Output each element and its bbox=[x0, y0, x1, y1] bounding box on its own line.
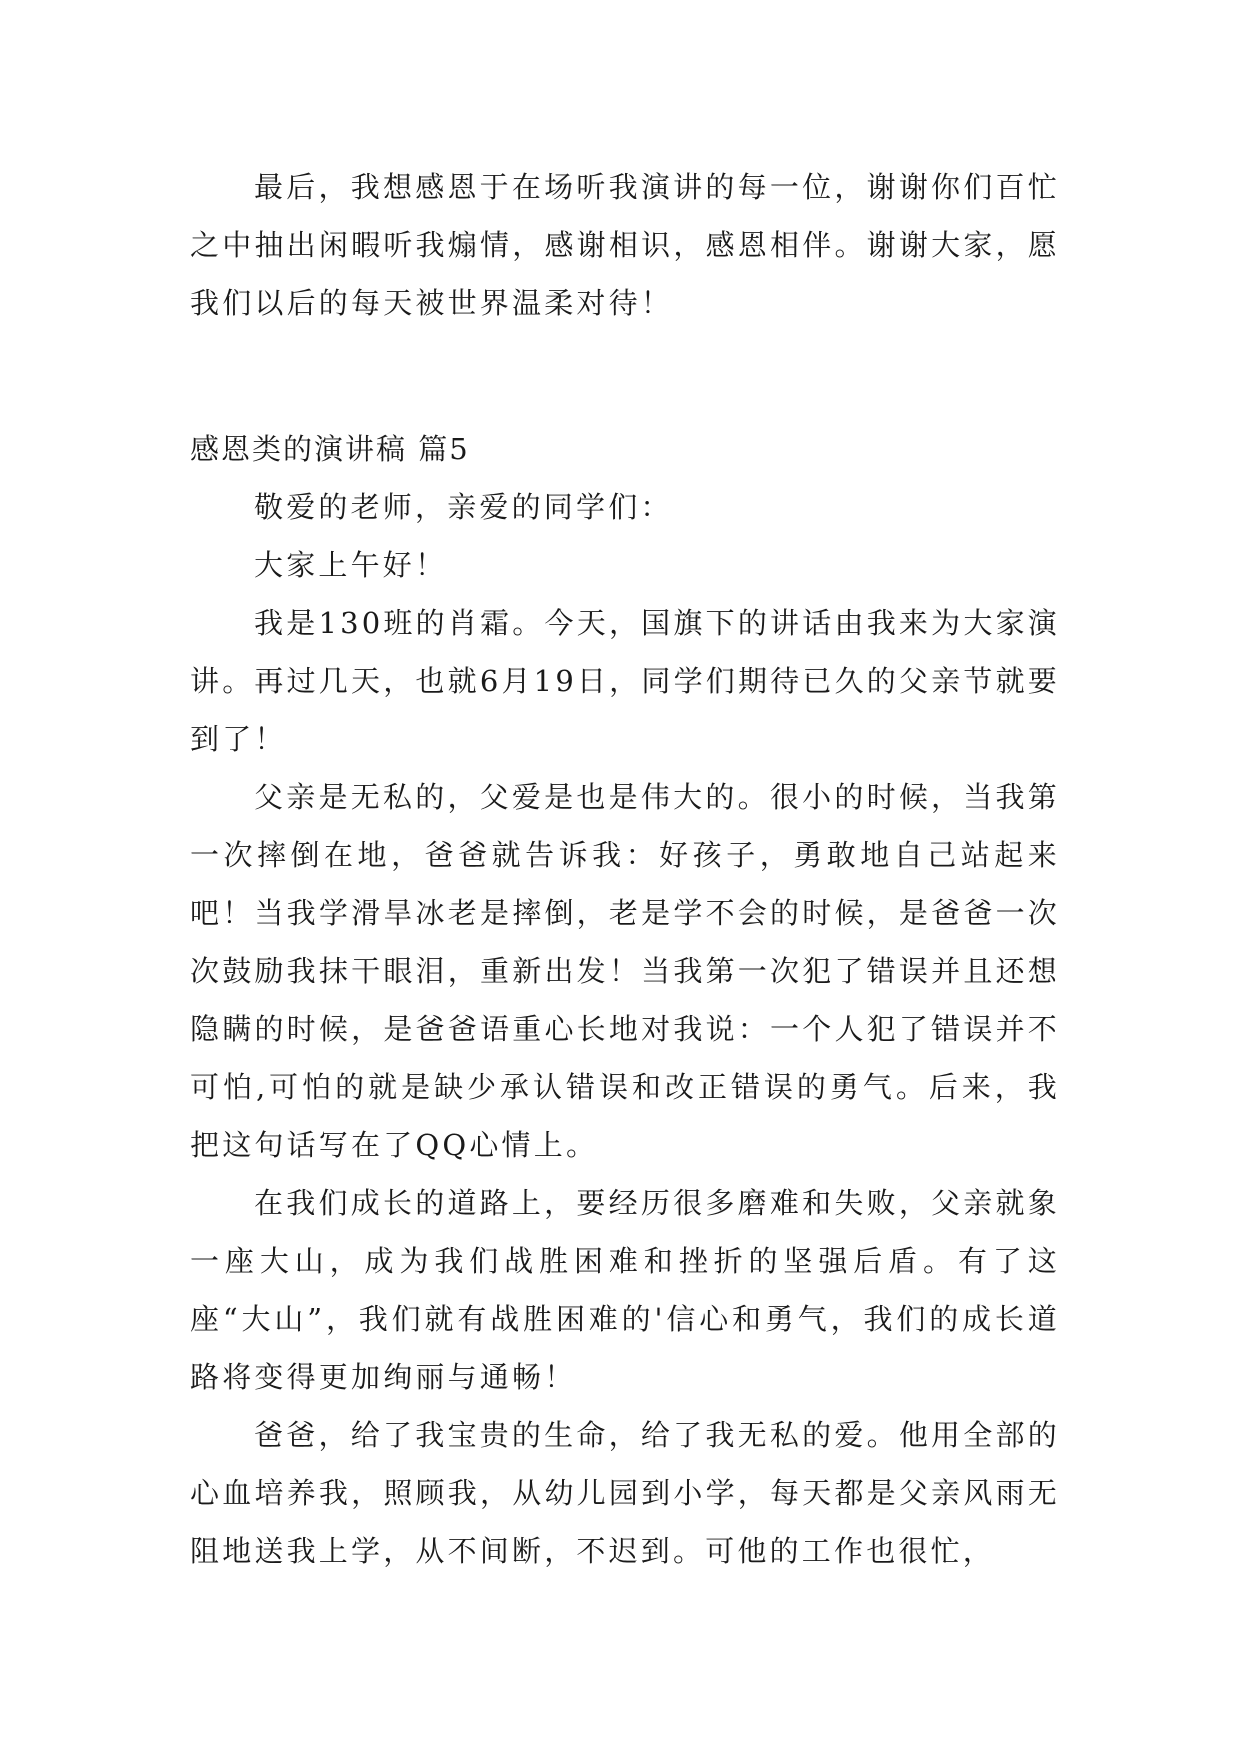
body-paragraph: 在我们成长的道路上，要经历很多磨难和失败，父亲就象一座大山，成为我们战胜困难和挫折的坚强后盾。有了这座“大山”，我们就有战胜困难的'信心和勇气，我们的成长道路将变得更加绚丽与通畅！ bbox=[190, 1186, 1060, 1394]
salutation-paragraph: 敬爱的老师，亲爱的同学们： bbox=[254, 490, 673, 524]
section-gap bbox=[190, 332, 1060, 420]
body-paragraph: 父亲是无私的，父爱是也是伟大的。很小的时候，当我第一次摔倒在地，爸爸就告诉我：好孩子，勇敢地自己站起来吧！当我学滑旱冰老是摔倒，老是学不会的时候，是爸爸一次次鼓励我抹干眼泪，重新出发！当我第一次犯了错误并且还想隐瞒的时候，是爸爸语重心长地对我说：一个人犯了错误并不可怕,可怕的就是缺少承认错误和改正错误的勇气。后来，我把这句话写在了QQ心情上。 bbox=[190, 780, 1060, 1162]
section-heading: 感恩类的演讲稿 篇5 bbox=[190, 432, 470, 466]
closing-paragraph: 最后，我想感恩于在场听我演讲的每一位，谢谢你们百忙之中抽出闲暇听我煽情，感谢相识，感恩相伴。谢谢大家，愿我们以后的每天被世界温柔对待！ bbox=[190, 170, 1060, 320]
greeting-paragraph: 大家上午好！ bbox=[254, 548, 448, 582]
document-body bbox=[190, 158, 1060, 1580]
body-paragraph: 我是130班的肖霜。今天，国旗下的讲话由我来为大家演讲。再过几天，也就6月19日，同学们期待已久的父亲节就要到了！ bbox=[190, 606, 1060, 756]
body-paragraph: 爸爸，给了我宝贵的生命，给了我无私的爱。他用全部的心血培养我，照顾我，从幼儿园到小学，每天都是父亲风雨无阻地送我上学，从不间断，不迟到。可他的工作也很忙， bbox=[190, 1418, 1060, 1568]
